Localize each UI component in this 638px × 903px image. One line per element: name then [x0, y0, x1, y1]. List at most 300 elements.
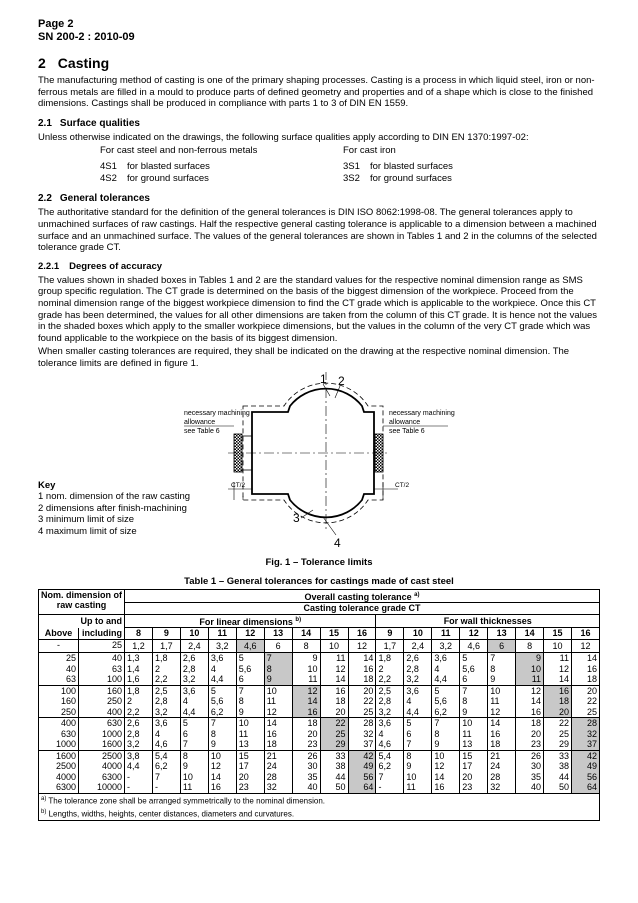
value-cell	[152, 653, 180, 686]
cell-value: 25	[335, 728, 346, 739]
cell-value: 400	[106, 706, 122, 717]
cell-value: 12	[210, 761, 221, 771]
cell-value: 4,6	[243, 640, 257, 651]
key-item: 4 maximum limit of size	[38, 525, 137, 537]
value-cell	[125, 639, 153, 653]
value-cell	[376, 750, 404, 793]
table-row	[39, 685, 600, 718]
cell-value: 10	[462, 718, 473, 728]
ct-half-label-right: CT/2	[395, 481, 410, 489]
cell-value: 20	[558, 706, 569, 717]
machining-note-right-line-2: allowance	[389, 418, 421, 426]
cell-value: 2	[127, 696, 133, 706]
cell-value: 18	[490, 739, 501, 749]
cell-value: 5	[406, 718, 412, 728]
cell-value: 10	[238, 718, 249, 728]
cell-value: 1,8	[378, 653, 391, 663]
cell-value: 7	[266, 653, 272, 663]
cell-value: 24	[266, 761, 277, 771]
cell-value: 8	[238, 696, 244, 706]
grade-header-7: 15	[320, 628, 348, 640]
cell-value: 4	[406, 696, 412, 706]
value-cell	[516, 685, 544, 718]
cell-value: 63	[111, 663, 122, 674]
upto-cell	[79, 639, 125, 653]
cell-value: 7	[378, 771, 384, 782]
cell-value: 10	[552, 640, 563, 651]
cell-value: 2,2	[378, 674, 391, 684]
value-cell	[264, 750, 292, 793]
cell-value: -	[57, 639, 60, 650]
cell-value: 8	[406, 750, 412, 761]
footnote-ref-a: a)	[414, 591, 420, 598]
cell-value: 10	[490, 685, 501, 696]
value-cell	[572, 653, 600, 686]
footnote-b	[41, 807, 597, 820]
value-cell	[348, 685, 376, 718]
cell-value: 21	[266, 750, 277, 761]
value-cell	[180, 718, 208, 751]
quality-text: for blasted surfaces	[370, 161, 453, 173]
value-cell	[236, 685, 264, 718]
cell-value: 16	[434, 782, 445, 792]
cell-value: 11	[336, 653, 346, 663]
quality-code: 3S2	[343, 173, 360, 185]
cell-value: 18	[266, 739, 277, 749]
cell-value: 2,8	[127, 728, 140, 739]
table-row	[39, 653, 600, 686]
value-cell	[180, 750, 208, 793]
above-spacer	[39, 614, 79, 628]
cell-value: 40	[531, 782, 542, 792]
cell-value: 14	[266, 718, 277, 728]
cell-value: 2,5	[154, 685, 168, 696]
cell-value: 2	[378, 663, 384, 674]
cell-value: 16	[558, 685, 569, 696]
cell-value: 3,2	[378, 706, 391, 717]
value-cell	[460, 718, 488, 751]
value-cell	[572, 685, 600, 718]
cell-value: 35	[307, 771, 318, 782]
section-number: 2	[38, 55, 46, 71]
cell-value: 12	[335, 663, 346, 674]
cell-value: 6300	[101, 771, 122, 782]
cell-value: 8	[434, 728, 440, 739]
cell-value: 2,8	[378, 696, 391, 706]
cell-value: 5	[238, 653, 244, 663]
machining-note-left-line-1: necessary machining	[184, 409, 250, 417]
cell-value: 44	[335, 771, 346, 782]
value-cell	[236, 750, 264, 793]
section-2-1-text: Unless otherwise indicated on the drawings, the following surface qualities apply according to DIN EN 1370:1997-02:	[38, 131, 529, 143]
cell-value: 14	[335, 674, 346, 684]
cell-value: 10	[266, 685, 277, 696]
grade-header-1: 9	[152, 628, 180, 640]
value-cell	[488, 653, 516, 686]
cell-value: 23	[462, 782, 473, 792]
value-cell	[292, 639, 320, 653]
cell-value: 4	[182, 696, 188, 706]
cell-value: 20	[531, 728, 542, 739]
value-cell	[292, 718, 320, 751]
table-footnotes	[39, 793, 600, 820]
key-title: Key	[38, 479, 56, 491]
section-title: General tolerances	[59, 193, 150, 205]
cell-value: 250	[106, 696, 122, 706]
section-number: 2.2.1	[38, 260, 60, 272]
cell-value: 6	[275, 640, 281, 651]
grade-header-11: 11	[432, 628, 460, 640]
cell-value: 18	[363, 674, 374, 684]
value-cell	[125, 685, 153, 718]
cell-value: 10	[307, 663, 318, 674]
cell-value: 9	[182, 761, 188, 771]
value-cell	[236, 639, 264, 653]
cell-value: -	[127, 771, 130, 782]
value-cell	[348, 639, 376, 653]
cell-value: 10	[210, 750, 221, 761]
table-row	[39, 639, 600, 653]
upto-cell	[79, 685, 125, 718]
cell-value: 4	[154, 728, 160, 739]
cell-value: 10000	[96, 782, 122, 792]
cell-value: 7	[462, 685, 468, 696]
cell-value: 4000	[101, 761, 122, 771]
value-cell	[572, 718, 600, 751]
value-cell	[152, 718, 180, 751]
cell-value: 42	[363, 750, 374, 761]
value-cell	[516, 639, 544, 653]
value-cell	[404, 653, 432, 686]
cell-value: 10	[329, 640, 340, 651]
cell-value: 2,8	[406, 663, 419, 674]
cell-value: 7	[490, 653, 496, 663]
cell-value: 630	[106, 718, 122, 728]
value-cell	[376, 653, 404, 686]
iron-column-heading: For cast iron	[343, 145, 396, 157]
value-cell	[320, 685, 348, 718]
overall-tolerance-text: Overall casting tolerance	[304, 591, 412, 602]
section-title: Degrees of accuracy	[69, 260, 163, 272]
cell-value: 28	[363, 718, 374, 728]
section-number: 2.1	[38, 117, 52, 129]
grade-header-13: 13	[488, 628, 516, 640]
cell-value: 21	[490, 750, 501, 761]
value-cell	[460, 639, 488, 653]
cell-value: 44	[558, 771, 569, 782]
machining-note-right-line-3: see Table 6	[389, 427, 425, 435]
cell-value: 10	[406, 771, 417, 782]
value-cell	[572, 639, 600, 653]
section-2-heading	[38, 55, 600, 71]
cell-value: 5,6	[238, 663, 252, 674]
cell-value: 64	[586, 782, 597, 792]
cell-value: 28	[266, 771, 277, 782]
cell-value: 6300	[55, 782, 76, 792]
cell-value: 9	[490, 674, 496, 684]
value-cell	[432, 653, 460, 686]
cell-value: 4	[378, 728, 384, 739]
cell-value: 22	[335, 718, 346, 728]
machining-note-left-line-2: allowance	[184, 418, 216, 426]
cell-value: 18	[335, 696, 346, 706]
footnote-text: Lengths, widths, heights, center distances, diameters and curvatures.	[48, 809, 295, 819]
overall-tolerance-header	[125, 589, 600, 603]
cell-value: -	[154, 782, 158, 792]
cell-value: 10	[182, 771, 193, 782]
value-cell	[264, 653, 292, 686]
value-cell	[544, 653, 572, 686]
cell-value: 3,2	[154, 706, 168, 717]
cell-value: 2,4	[411, 640, 425, 651]
value-cell	[404, 718, 432, 751]
grade-header-10: 10	[404, 628, 432, 640]
cell-value: 5	[182, 718, 188, 728]
value-cell	[544, 750, 572, 793]
cell-value: 6,2	[154, 761, 168, 771]
cell-value: 5,6	[434, 696, 447, 706]
cell-value: 40	[65, 663, 76, 674]
cell-value: 6	[182, 728, 188, 739]
cell-value: 4,4	[406, 706, 419, 717]
cell-value: 50	[335, 782, 346, 792]
cell-value: 5	[434, 685, 440, 696]
cell-value: 160	[60, 696, 76, 706]
value-cell	[432, 639, 460, 653]
cell-value: 30	[307, 761, 318, 771]
grade-header-14: 14	[516, 628, 544, 640]
quality-code: 4S2	[100, 173, 117, 185]
linear-dimensions-header	[125, 614, 376, 628]
cell-value: 160	[106, 685, 122, 696]
value-cell	[320, 750, 348, 793]
cell-value: 1,3	[127, 653, 140, 663]
value-cell	[460, 653, 488, 686]
cell-value: 20	[363, 685, 374, 696]
cell-value: 11	[182, 782, 193, 792]
cell-value: 8	[527, 640, 533, 651]
cell-value: 3,8	[127, 750, 140, 761]
cell-value: 16	[363, 663, 374, 674]
value-cell	[432, 718, 460, 751]
cell-value: 8	[490, 663, 496, 674]
label-3: 3	[293, 510, 300, 525]
cell-value: 400	[60, 718, 76, 728]
cell-value: 11	[490, 696, 500, 706]
value-cell	[320, 639, 348, 653]
grade-header-9: 9	[376, 628, 404, 640]
cell-value: 26	[531, 750, 542, 761]
cell-value: 9	[536, 653, 542, 663]
cell-value: 33	[335, 750, 346, 761]
cell-value: 38	[335, 761, 346, 771]
cell-value: 23	[238, 782, 249, 792]
steel-column-heading: For cast steel and non-ferrous metals	[100, 145, 258, 157]
key-item: 3 minimum limit of size	[38, 514, 135, 526]
cell-value: 8	[182, 750, 188, 761]
cell-value: 6	[462, 674, 468, 684]
cell-value: 9	[434, 739, 440, 749]
value-cell	[488, 750, 516, 793]
cell-value: 28	[586, 718, 597, 728]
key-item: 1 nom. dimension of the raw casting	[38, 491, 191, 503]
cell-value: 4,4	[127, 761, 140, 771]
cell-value: 63	[65, 674, 76, 684]
grade-header-6: 14	[292, 628, 320, 640]
cell-value: 250	[60, 706, 76, 717]
cell-value: 12	[266, 706, 277, 717]
cell-value: 2,6	[182, 653, 196, 663]
value-cell	[572, 750, 600, 793]
cell-value: 7	[434, 718, 440, 728]
footnote-ref-b: b)	[295, 616, 302, 623]
cell-value: 20	[307, 728, 318, 739]
cell-value: 20	[462, 771, 473, 782]
value-cell	[432, 750, 460, 793]
grade-header-16: 16	[572, 628, 600, 640]
cell-value: 29	[558, 739, 569, 749]
section-2-1-heading	[38, 118, 600, 129]
value-cell	[125, 750, 153, 793]
value-cell	[125, 718, 153, 751]
cell-value: 3,2	[406, 674, 419, 684]
cell-value: 37	[586, 739, 597, 749]
document-page	[38, 18, 600, 821]
value-cell	[152, 750, 180, 793]
grade-header-0: 8	[125, 628, 153, 640]
cell-value: 22	[586, 696, 597, 706]
cell-value: 14	[210, 771, 221, 782]
cell-value: 16	[490, 728, 501, 739]
cell-value: 5	[462, 653, 468, 663]
cell-value: 3,2	[127, 739, 140, 749]
cell-value: 12	[307, 685, 318, 696]
cell-value: 1600	[101, 739, 122, 749]
linear-dimensions-text: For linear dimensions	[199, 616, 293, 627]
cell-value: 25	[363, 706, 374, 717]
section-2-2-1-text: The values shown in shaded boxes in Tables 1 and 2 are the standard values for the respective nominal dimension range as SMS group specific regulation. The CT grade is determined on the basis of the biggest dimension of the workpiece. Proceed from the nominal dimension range of the biggest workpiece dimension to find the CT grade which is applicable to the workpiece. Once this CT grade has been determined, the values for all other dimensions are taken from the column of this CT grade. It is hence not the values in the shaded boxes which apply to the smaller workpiece dimensions, but the values in the column of the very CT grade which was found applicable to the workpiece on the basis of its biggest dimension.	[38, 274, 598, 344]
cell-value: 8	[303, 640, 309, 651]
grade-header-8: 16	[348, 628, 376, 640]
cell-value: 37	[363, 739, 374, 749]
cell-value: 20	[586, 685, 597, 696]
cell-value: 4,4	[210, 674, 224, 684]
key-item: 2 dimensions after finish-machining	[38, 502, 187, 514]
cell-value: 9	[462, 706, 468, 717]
section-2-2-1-text-2: When smaller casting tolerances are required, they shall be indicated on the drawing at the respective nominal dimension. The tolerance limits are defined in figure 1.	[38, 346, 570, 369]
value-cell	[292, 653, 320, 686]
cell-value: 18	[586, 674, 597, 684]
cell-value: 42	[586, 750, 597, 761]
cell-value: 32	[363, 728, 374, 739]
cell-value: 40	[111, 653, 122, 663]
cell-value: 25	[111, 639, 122, 650]
label-1: 1	[320, 371, 327, 386]
cell-value: -	[127, 782, 130, 792]
cell-value: 16	[586, 663, 597, 674]
cell-value: 4	[434, 663, 440, 674]
section-2-2-heading	[38, 193, 600, 204]
cell-value: 10	[531, 663, 542, 674]
footnote-mark: a)	[41, 795, 47, 802]
tolerance-grade-header: Casting tolerance grade CT	[125, 603, 600, 615]
value-cell	[516, 750, 544, 793]
cell-value: 32	[266, 782, 277, 792]
footnote-text: The tolerance zone shall be arranged symmetrically to the nominal dimension.	[48, 796, 326, 806]
figure-1	[38, 372, 600, 569]
cell-value: 14	[531, 696, 542, 706]
value-cell	[264, 718, 292, 751]
cell-value: 8	[462, 696, 468, 706]
grade-header-12: 12	[460, 628, 488, 640]
above-cell	[39, 653, 79, 686]
cell-value: 20	[238, 771, 249, 782]
cell-value: 2500	[55, 761, 76, 771]
cell-value: 56	[586, 771, 597, 782]
cell-value: 8	[210, 728, 216, 739]
cell-value: 4	[210, 663, 216, 674]
cell-value: 6,2	[378, 761, 391, 771]
cell-value: 49	[363, 761, 374, 771]
cell-value: 16	[266, 728, 277, 739]
cell-value: 2,6	[127, 718, 140, 728]
cell-value: 16	[307, 706, 318, 717]
value-cell	[488, 718, 516, 751]
cell-value: 4,6	[378, 739, 391, 749]
cell-value: 2	[154, 663, 160, 674]
cell-value: 7	[154, 771, 160, 782]
value-cell	[208, 685, 236, 718]
cell-value: 18	[531, 718, 542, 728]
surface-quality-headings	[38, 145, 600, 161]
cell-value: 7	[238, 685, 244, 696]
section-2-text: The manufacturing method of casting is one of the primary shaping processes. Casting is a process in which liquid steel, iron or non-ferrous metals are filled in a mould to produce parts of defined geometry and properties and of a shape which is close to the finished dimensions. Castings shall be produced in compliance with parts 1 to 3 of DIN EN 1559.	[38, 75, 595, 110]
cell-value: 6,2	[210, 706, 224, 717]
cell-value: 1000	[55, 739, 76, 749]
cell-value: 3,6	[378, 718, 391, 728]
value-cell	[404, 685, 432, 718]
cell-value: 14	[558, 674, 569, 684]
cell-value: 56	[363, 771, 374, 782]
value-cell	[292, 750, 320, 793]
cell-value: 2,2	[127, 706, 140, 717]
value-cell	[376, 639, 404, 653]
cell-value: 25	[586, 706, 597, 717]
quality-text: for ground surfaces	[370, 173, 452, 185]
cell-value: 1,8	[127, 685, 140, 696]
footnote-a	[41, 794, 597, 807]
cell-value: 9	[266, 674, 272, 684]
cell-value: 4,6	[467, 640, 480, 651]
cell-value: 4,4	[434, 674, 447, 684]
cell-value: 5,6	[210, 696, 224, 706]
cell-value: 3,6	[210, 653, 224, 663]
cell-value: 9	[312, 653, 318, 663]
cell-value: 18	[558, 696, 569, 706]
cell-value: 3,6	[434, 653, 447, 663]
value-cell	[208, 653, 236, 686]
cell-value: 16	[531, 706, 542, 717]
value-cell	[236, 653, 264, 686]
grade-header-2: 10	[180, 628, 208, 640]
value-cell	[348, 653, 376, 686]
value-cell	[180, 685, 208, 718]
cell-value: 1000	[101, 728, 122, 739]
value-cell	[488, 639, 516, 653]
cell-value: 11	[531, 674, 542, 684]
cell-value: 32	[586, 728, 597, 739]
cell-value: 11	[462, 728, 472, 739]
